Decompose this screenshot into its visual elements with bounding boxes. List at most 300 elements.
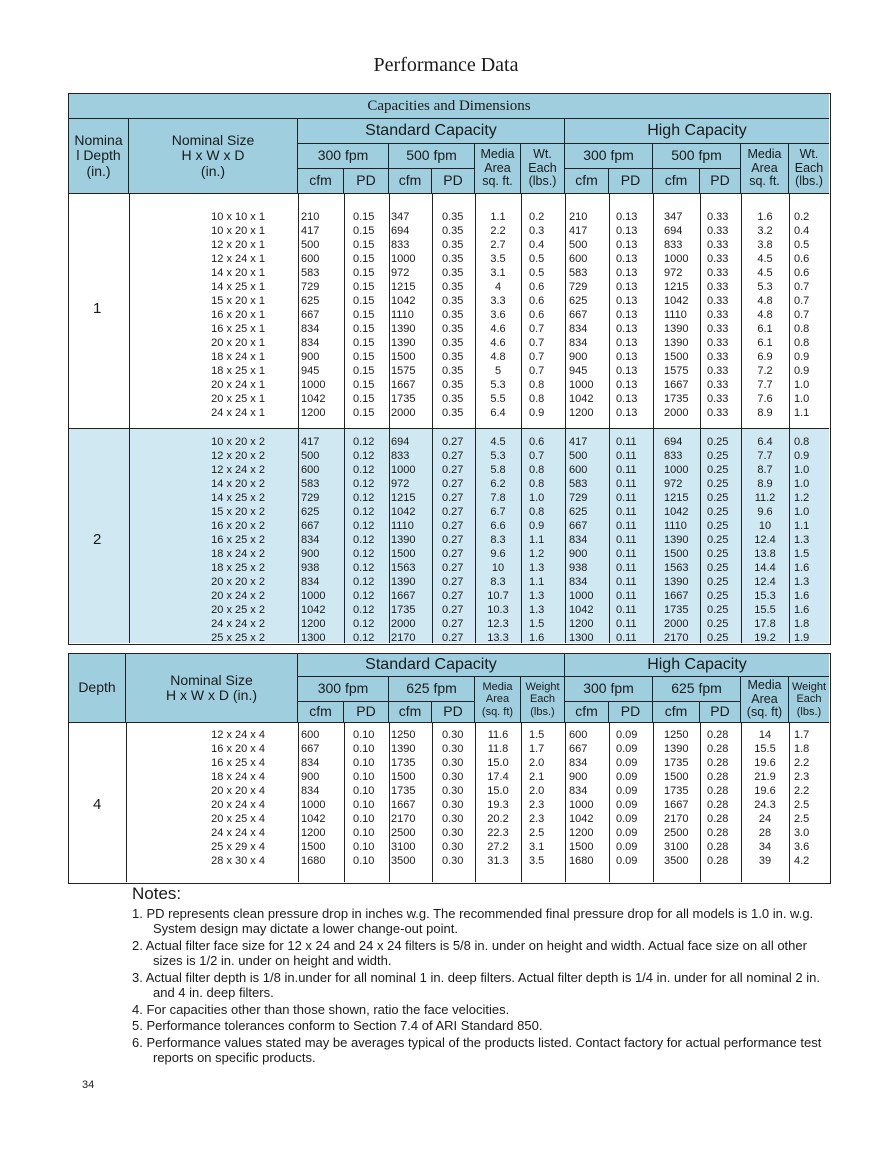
table-cell: 0.35 <box>442 267 464 279</box>
table-cell: 0.13 <box>616 337 638 349</box>
table-cell: 0.33 <box>707 225 729 237</box>
table-cell: 3500 <box>391 855 416 867</box>
table-cell: 0.12 <box>353 520 375 532</box>
table-cell: 834 <box>301 576 320 588</box>
table-cell: 0.33 <box>707 239 729 251</box>
table-cell: 2.3 <box>794 771 810 783</box>
t2-depth-header: Depth <box>69 654 126 723</box>
high-cfm500-header: cfm <box>653 169 700 194</box>
standard-capacity-header: Standard Capacity <box>298 119 565 144</box>
table-cell: 1042 <box>301 393 326 405</box>
table-cell: 500 <box>301 450 320 462</box>
table-cell: 1.6 <box>794 590 810 602</box>
table-cell: 6.7 <box>490 506 506 518</box>
t2-std-pd625-header: PD <box>432 702 475 723</box>
table-cell: 6.9 <box>757 351 773 363</box>
t2-size-header: Nominal Size H x W x D (in.) <box>126 654 298 723</box>
t2-high-pd300-header: PD <box>609 702 653 723</box>
table-cell: 1200 <box>301 618 326 630</box>
table-cell: 5.3 <box>490 379 506 391</box>
table-cell: 3100 <box>664 841 689 853</box>
g2-h-media-col <box>741 435 789 645</box>
depth-4-label: 4 <box>93 796 102 813</box>
table-cell: 2.3 <box>529 813 545 825</box>
table-cell: 12.3 <box>487 618 509 630</box>
size-header: Nominal Size H x W x D (in.) <box>129 119 298 194</box>
g4-size-col <box>165 728 265 868</box>
table-cell: 0.5 <box>529 267 545 279</box>
table-cell: 0.27 <box>442 618 464 630</box>
g4-h-media-col <box>741 728 789 868</box>
table-cell: 0.8 <box>794 323 810 335</box>
table-cell: 834 <box>569 576 588 588</box>
table-cell: 0.27 <box>442 520 464 532</box>
g1-h-media-col <box>741 210 789 420</box>
table-cell: 1390 <box>391 323 416 335</box>
table-cell: 667 <box>569 743 588 755</box>
table-cell: 2170 <box>664 632 689 644</box>
g2-h-wt-col <box>794 435 828 645</box>
high-cfm300-header: cfm <box>565 169 609 194</box>
table-cell: 31.3 <box>487 855 509 867</box>
high-weight-header: Wt. Each (lbs.) <box>789 144 829 194</box>
table-cell: 0.28 <box>707 771 729 783</box>
table-cell: 3.5 <box>529 855 545 867</box>
t2-high-625fpm-header: 625 fpm <box>653 677 741 702</box>
table-cell: 8.3 <box>490 534 506 546</box>
table-cell: 0.15 <box>353 337 375 349</box>
table-cell: 10 x 20 x 2 <box>211 436 265 448</box>
high-pd300-header: PD <box>609 169 653 194</box>
depth-header: Nomina l Depth (in.) <box>69 119 129 194</box>
table-cell: 667 <box>569 309 588 321</box>
table-cell: 0.6 <box>794 253 810 265</box>
table-cell: 625 <box>301 506 320 518</box>
table-cell: 3500 <box>664 855 689 867</box>
table-cell: 600 <box>301 464 320 476</box>
table-cell: 0.10 <box>353 743 375 755</box>
table-cell: 0.25 <box>707 534 729 546</box>
table-cell: 0.11 <box>616 534 637 546</box>
table-cell: 0.33 <box>707 295 729 307</box>
g1-s-media-col <box>475 210 521 420</box>
table-cell: 0.9 <box>794 351 810 363</box>
table-cell: 20 x 24 x 4 <box>211 799 265 811</box>
table-cell: 10.3 <box>487 604 509 616</box>
table-cell: 1042 <box>569 813 594 825</box>
note-item: 6. Performance values stated may be averages typical of the products listed. Contact factory for actual performance test reports on specific products. <box>132 1034 822 1065</box>
table-cell: 0.9 <box>529 407 545 419</box>
table-cell: 2.1 <box>529 771 545 783</box>
table-cell: 0.09 <box>616 729 638 741</box>
table-cell: 834 <box>301 757 320 769</box>
table-cell: 1000 <box>301 799 326 811</box>
table-cell: 12 x 20 x 2 <box>211 450 265 462</box>
table-cell: 1667 <box>391 379 416 391</box>
t2-std-media-header: Media Area (sq. ft) <box>475 677 521 723</box>
table-cell: 0.10 <box>353 785 375 797</box>
table-cell: 5.3 <box>757 281 773 293</box>
table-cell: 0.33 <box>707 393 729 405</box>
table-cell: 1563 <box>664 562 689 574</box>
table-cell: 2000 <box>391 407 416 419</box>
capacities-table <box>68 93 831 645</box>
std-cfm500-header: cfm <box>389 169 432 194</box>
table-cell: 500 <box>569 450 588 462</box>
table-cell: 0.28 <box>707 729 729 741</box>
table-cell: 1.8 <box>794 743 810 755</box>
g2-h-pd500-col <box>707 435 741 645</box>
table-cell: 1200 <box>569 827 594 839</box>
table-cell: 5.3 <box>490 450 506 462</box>
table-cell: 14 x 20 x 2 <box>211 478 265 490</box>
g2-s-cfm300-col <box>301 435 343 645</box>
table-cell: 14 <box>758 729 772 741</box>
table-cell: 1042 <box>664 295 689 307</box>
table-cell: 625 <box>569 295 588 307</box>
table-cell: 0.11 <box>616 464 637 476</box>
table-cell: 1680 <box>301 855 326 867</box>
table-cell: 1735 <box>391 604 416 616</box>
t2-high-pd625-header: PD <box>700 702 741 723</box>
depth-1-label: 1 <box>93 300 102 317</box>
table-cell: 1500 <box>391 548 416 560</box>
table-cell: 0.12 <box>353 534 375 546</box>
table-cell: 0.13 <box>616 267 638 279</box>
table-cell: 1.6 <box>757 211 773 223</box>
table-cell: 20 x 25 x 4 <box>211 813 265 825</box>
table-cell: 12.4 <box>754 534 776 546</box>
table-cell: 6.6 <box>490 520 506 532</box>
table-cell: 583 <box>301 267 320 279</box>
table-cell: 900 <box>301 771 320 783</box>
t2-high-media-header: Media Area (sq. ft) <box>741 677 789 723</box>
table-cell: 417 <box>301 225 320 237</box>
table-cell: 0.11 <box>616 478 637 490</box>
std-weight-header: Wt. Each (lbs.) <box>521 144 565 194</box>
table-cell: 0.9 <box>794 450 810 462</box>
g4-s-cfm625-col <box>391 728 431 868</box>
table-cell: 0.33 <box>707 281 729 293</box>
table-cell: 10 <box>491 562 505 574</box>
high-media-header: Media Area sq. ft. <box>741 144 789 194</box>
g4-h-cfm300-col <box>569 728 609 868</box>
table-cell: 347 <box>664 211 683 223</box>
table-cell: 2.2 <box>490 225 506 237</box>
g2-s-pd500-col <box>442 435 474 645</box>
table-cell: 834 <box>569 337 588 349</box>
table-cell: 0.30 <box>442 743 464 755</box>
table-cell: 0.8 <box>529 379 545 391</box>
table-cell: 972 <box>664 267 683 279</box>
table-cell: 0.11 <box>616 506 637 518</box>
table-cell: 4.6 <box>490 337 506 349</box>
table-cell: 0.13 <box>616 281 638 293</box>
table-cell: 0.30 <box>442 841 464 853</box>
t2-std-625fpm-header: 625 fpm <box>389 677 475 702</box>
table-cell: 417 <box>569 436 588 448</box>
table-cell: 600 <box>569 253 588 265</box>
table-cell: 0.11 <box>616 562 637 574</box>
notes-title: Notes: <box>132 884 182 903</box>
g4-s-pd625-col <box>442 728 474 868</box>
table-cell: 417 <box>301 436 320 448</box>
table-cell: 625 <box>569 506 588 518</box>
table-cell: 600 <box>301 253 320 265</box>
table-cell: 2.2 <box>794 785 810 797</box>
table-cell: 0.30 <box>442 771 464 783</box>
table-cell: 1.2 <box>794 492 810 504</box>
table-cell: 0.25 <box>707 604 729 616</box>
table-cell: 900 <box>569 771 588 783</box>
table-cell: 1.0 <box>794 379 810 391</box>
t2-std-cfm300-header: cfm <box>298 702 344 723</box>
table-cell: 0.10 <box>353 841 375 853</box>
table-cell: 12 x 24 x 1 <box>211 253 265 265</box>
table-cell: 0.27 <box>442 534 464 546</box>
table-cell: 834 <box>569 757 588 769</box>
table-cell: 25 x 25 x 2 <box>211 632 265 644</box>
std-cfm300-header: cfm <box>298 169 344 194</box>
table-cell: 0.33 <box>707 365 729 377</box>
table-cell: 10.7 <box>487 590 509 602</box>
table-cell: 15.3 <box>754 590 776 602</box>
table-cell: 945 <box>301 365 320 377</box>
table-cell: 3.6 <box>794 841 810 853</box>
table-cell: 3.8 <box>757 239 773 251</box>
table-cell: 15.5 <box>754 604 776 616</box>
table-cell: 1667 <box>664 379 689 391</box>
table-cell: 833 <box>664 450 683 462</box>
table-cell: 0.5 <box>794 239 810 251</box>
table-cell: 0.12 <box>353 436 375 448</box>
table-cell: 2170 <box>664 813 689 825</box>
table-cell: 0.8 <box>794 436 810 448</box>
table-cell: 833 <box>391 450 410 462</box>
table-cell: 1500 <box>391 351 416 363</box>
table-cell: 17.8 <box>754 618 776 630</box>
table-cell: 24 x 24 x 4 <box>211 827 265 839</box>
table-cell: 1.6 <box>794 562 810 574</box>
table-cell: 3.2 <box>757 225 773 237</box>
table-cell: 6.1 <box>757 337 773 349</box>
table-cell: 12 x 24 x 2 <box>211 464 265 476</box>
table-cell: 1042 <box>391 506 416 518</box>
t2-std-300fpm-header: 300 fpm <box>298 677 389 702</box>
table-cell: 0.28 <box>707 743 729 755</box>
table-cell: 0.25 <box>707 576 729 588</box>
table-cell: 34 <box>758 841 772 853</box>
t2-high-cfm625-header: cfm <box>653 702 700 723</box>
table-cell: 1.0 <box>794 506 810 518</box>
table-cell: 0.30 <box>442 813 464 825</box>
table-cell: 5 <box>494 365 502 377</box>
table-cell: 0.09 <box>616 827 638 839</box>
table-cell: 1390 <box>391 337 416 349</box>
table-cell: 1.3 <box>529 604 545 616</box>
g1-s-cfm300-col <box>301 210 343 420</box>
table-cell: 1667 <box>664 590 689 602</box>
table-cell: 1.0 <box>794 393 810 405</box>
page-title: Performance Data <box>373 54 519 76</box>
table-cell: 1.1 <box>529 534 545 546</box>
g2-s-pd300-col <box>353 435 389 645</box>
table-cell: 0.35 <box>442 351 464 363</box>
table-cell: 0.09 <box>616 743 638 755</box>
table-cell: 972 <box>391 267 410 279</box>
table-cell: 15.5 <box>754 743 776 755</box>
table-cell: 0.15 <box>353 365 375 377</box>
table-cell: 8.3 <box>490 576 506 588</box>
table-cell: 1390 <box>391 576 416 588</box>
table-cell: 0.25 <box>707 618 729 630</box>
g2-s-wt-col <box>529 435 563 645</box>
table-cell: 0.13 <box>616 225 638 237</box>
table-cell: 0.25 <box>707 478 729 490</box>
g2-h-cfm300-col <box>569 435 609 645</box>
table-cell: 0.28 <box>707 813 729 825</box>
table-cell: 1042 <box>664 506 689 518</box>
table-cell: 13.8 <box>754 548 776 560</box>
table-cell: 1.1 <box>529 576 545 588</box>
std-pd500-header: PD <box>432 169 475 194</box>
table-cell: 0.33 <box>707 351 729 363</box>
table-cell: 2170 <box>391 813 416 825</box>
table-cell: 0.13 <box>616 351 638 363</box>
table-cell: 19.2 <box>754 632 776 644</box>
table-cell: 7.2 <box>757 365 773 377</box>
table-cell: 1110 <box>391 309 414 321</box>
table-cell: 729 <box>569 492 588 504</box>
table-cell: 1042 <box>569 604 594 616</box>
table-cell: 9.6 <box>757 506 773 518</box>
table-cell: 0.35 <box>442 393 464 405</box>
table-cell: 0.12 <box>353 492 375 504</box>
note-item: 3. Actual filter depth is 1/8 in.under for all nominal 1 in. deep filters. Actual filter depth is 1/4 in. under for all nominal 2 in. and 4 in. deep filters. <box>132 969 820 1000</box>
table-cell: 694 <box>664 436 683 448</box>
table-cell: 1.7 <box>794 729 810 741</box>
table-cell: 0.30 <box>442 827 464 839</box>
table-cell: 0.11 <box>616 576 637 588</box>
table-cell: 0.7 <box>794 281 810 293</box>
table-cell: 0.13 <box>616 295 638 307</box>
table-cell: 0.15 <box>353 281 375 293</box>
table-cell: 0.13 <box>616 211 638 223</box>
table-cell: 15.0 <box>487 785 509 797</box>
t2-std-cfm625-header: cfm <box>389 702 432 723</box>
table-cell: 6.2 <box>490 478 506 490</box>
g4-h-wt-col <box>794 728 828 868</box>
std-media-header: Media Area sq. ft. <box>475 144 521 194</box>
table-cell: 0.11 <box>616 548 637 560</box>
table-cell: 6.4 <box>490 407 506 419</box>
table-cell: 0.25 <box>707 506 729 518</box>
table-cell: 1680 <box>569 855 594 867</box>
t2-high-300fpm-header: 300 fpm <box>565 677 653 702</box>
table-cell: 0.12 <box>353 450 375 462</box>
std-300fpm-header: 300 fpm <box>298 144 389 169</box>
table-cell: 583 <box>569 478 588 490</box>
table-cell: 0.35 <box>442 253 464 265</box>
table-cell: 1042 <box>569 393 594 405</box>
table-cell: 1.8 <box>794 618 810 630</box>
table-cell: 347 <box>391 211 410 223</box>
table-cell: 10 <box>758 520 772 532</box>
table-cell: 0.13 <box>616 407 638 419</box>
table-cell: 1.3 <box>794 576 810 588</box>
table-cell: 25 x 29 x 4 <box>211 841 265 853</box>
table-cell: 0.12 <box>353 548 375 560</box>
table-cell: 18 x 25 x 1 <box>211 365 265 377</box>
table-cell: 1200 <box>301 407 326 419</box>
t2-high-capacity-header: High Capacity <box>565 654 829 677</box>
g1-s-pd300-col <box>353 210 389 420</box>
table-cell: 20 x 24 x 2 <box>211 590 265 602</box>
table-cell: 0.3 <box>529 225 545 237</box>
table-cell: 417 <box>569 225 588 237</box>
table-cell: 1735 <box>391 785 416 797</box>
table-cell: 2.3 <box>529 799 545 811</box>
table-cell: 0.27 <box>442 590 464 602</box>
t2-std-pd300-header: PD <box>344 702 389 723</box>
table-cell: 0.8 <box>529 464 545 476</box>
table-cell: 1042 <box>301 604 326 616</box>
table-cell: 0.2 <box>529 211 545 223</box>
table-cell: 0.13 <box>616 253 638 265</box>
high-capacity-header: High Capacity <box>565 119 829 144</box>
table-cell: 0.35 <box>442 295 464 307</box>
table-cell: 0.35 <box>442 379 464 391</box>
table-cell: 0.11 <box>616 436 637 448</box>
g1-h-wt-col <box>794 210 828 420</box>
table-cell: 4.8 <box>757 309 773 321</box>
table-cell: 0.28 <box>707 841 729 853</box>
table-cell: 0.27 <box>442 632 464 644</box>
table-cell: 0.6 <box>529 436 545 448</box>
table-cell: 15 x 20 x 1 <box>211 295 265 307</box>
g1-s-wt-col <box>529 210 563 420</box>
std-pd300-header: PD <box>344 169 389 194</box>
table-cell: 600 <box>569 729 588 741</box>
table-cell: 0.12 <box>353 478 375 490</box>
table-cell: 4.5 <box>757 267 773 279</box>
table-cell: 0.27 <box>442 436 464 448</box>
table-cell: 0.33 <box>707 337 729 349</box>
g1-h-pd500-col <box>707 210 741 420</box>
table-cell: 12 x 24 x 4 <box>211 729 265 741</box>
table-cell: 0.6 <box>529 295 545 307</box>
table-cell: 24 <box>758 813 772 825</box>
table-cell: 972 <box>664 478 683 490</box>
t2-std-weight-header: Weight Each (lbs.) <box>521 677 565 723</box>
table-cell: 7.8 <box>490 492 506 504</box>
table-cell: 16 x 25 x 1 <box>211 323 265 335</box>
table-cell: 1215 <box>664 281 689 293</box>
table-cell: 0.15 <box>353 267 375 279</box>
table-cell: 1042 <box>301 813 326 825</box>
table-cell: 0.12 <box>353 506 375 518</box>
table-cell: 0.15 <box>353 225 375 237</box>
table-cell: 0.11 <box>616 492 637 504</box>
table-cell: 7.6 <box>757 393 773 405</box>
table-cell: 0.27 <box>442 492 464 504</box>
table-cell: 0.25 <box>707 450 729 462</box>
table-cell: 0.33 <box>707 309 729 321</box>
table-cell: 0.09 <box>616 771 638 783</box>
table-cell: 14.4 <box>754 562 776 574</box>
table-cell: 1500 <box>664 351 689 363</box>
table-cell: 2170 <box>391 632 416 644</box>
